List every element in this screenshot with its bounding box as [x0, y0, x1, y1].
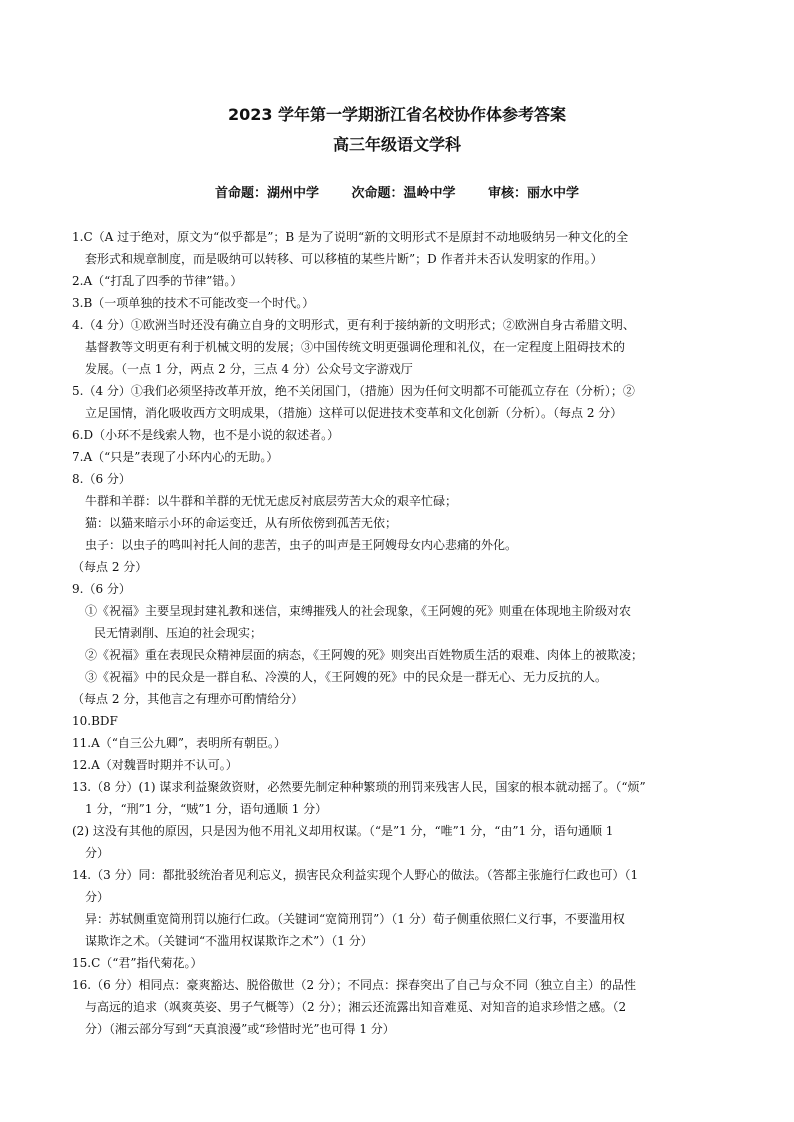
answer-line: 套形式和规章制度，而是吸纳可以转移、可以移植的某些片断”；D 作者并未否认发明家的作用。）	[85, 252, 603, 266]
answer-line: 谋欺诈之术。（关键词“不滥用权谋欺诈之术”）（1 分）	[85, 934, 373, 948]
answer-line: ①《祝福》主要呈现封建礼教和迷信，束缚摧残人的社会现象，《王阿嫂的死》则重在体现地主阶级对农	[85, 604, 632, 618]
answer-line: 分）	[85, 846, 110, 860]
answer-line: 基督教等文明更有利于机械文明的发展；③中国传统文明更强调伦理和礼仪，在一定程度上阻碍技术的	[85, 340, 626, 354]
document-title: 2023 学年第一学期浙江省名校协作体参考答案	[227, 105, 567, 124]
answer-line: 11.A（“自三公九卿”，表明所有朝臣。）	[72, 736, 287, 750]
answer-line: 4.（4 分）①欧洲当时还没有确立自身的文明形式，更有利于接纳新的文明形式；②欧洲自身古希腊文明、	[72, 318, 635, 332]
answer-content	[72, 226, 726, 1040]
credits-line	[0, 182, 794, 201]
answer-line: 立足国情，消化吸收西方文明成果，（措施）这样可以促进技术变革和文化创新（分析）。（每点 2 分）	[85, 406, 623, 420]
answer-line: (2) 这没有其他的原因，只是因为他不用礼义却用权谋。（“是”1 分，“唯”1 分，“由”1 分，语句通顺 1	[72, 824, 614, 838]
answer-line: 6.D（小环不是线索人物，也不是小说的叙述者。）	[72, 428, 340, 442]
answer-line: 16.（6 分）相同点：豪爽豁达、脱俗傲世（2 分）；不同点：探春突出了自己与众不同（独立自主）的品性	[72, 978, 636, 992]
answer-line: 2.A（“打乱了四季的节律”错。）	[72, 274, 243, 288]
credit-first-setter: 首命题：湖州中学	[214, 186, 319, 201]
answer-line: 14.（3 分）同：都批驳统治者见利忘义，损害民众利益实现个人野心的做法。（答都主张施行仁政也可）（1	[72, 868, 639, 882]
document-subtitle: 高三年级语文学科	[332, 135, 461, 154]
answer-line: 分）（湘云部分写到“天真浪漫”或“珍惜时光”也可得 1 分）	[85, 1022, 395, 1036]
answer-line: 发展。（一点 1 分，两点 2 分，三点 4 分）公众号文字游戏厅	[85, 362, 413, 376]
answer-line: 5.（4 分）①我们必须坚持改革开放，绝不关闭国门，（措施）因为任何文明都不可能孤立存在（分析）；②	[72, 384, 635, 398]
answer-line: 7.A（“只是”表现了小环内心的无助。）	[72, 450, 279, 464]
credit-second-setter: 次命题：温岭中学	[351, 186, 456, 201]
answer-line: ②《祝福》重在表现民众精神层面的病态，《王阿嫂的死》则突出百姓物质生活的艰难、肉体上的被欺凌；	[85, 648, 644, 662]
answer-line: 13.（8 分）(1) 谋求利益聚敛资财，必然要先制定种种繁琐的刑罚来残害人民，国家的根本就动摇了。（“烦”	[72, 780, 646, 794]
credit-reviewer: 审核：丽水中学	[488, 186, 580, 201]
answer-line: 10.BDF	[72, 714, 118, 728]
answer-line: 牛群和羊群：以牛群和羊群的无忧无虑反衬底层劳苦大众的艰辛忙碌；	[85, 494, 458, 508]
answer-line: 民无情剥削、压迫的社会现实；	[94, 626, 263, 640]
answer-line: 猫：以猫来暗示小环的命运变迁，从有所依傍到孤苦无依；	[85, 516, 398, 530]
answer-line: ③《祝福》中的民众是一群自私、冷漠的人，《王阿嫂的死》中的民众是一群无心、无力反抗的人。	[85, 670, 608, 684]
answer-line: 12.A（对魏晋时期并不认可。）	[72, 758, 238, 772]
answer-line: 8.（6 分）	[72, 472, 131, 486]
answer-line: 15.C（“君”指代菊花。）	[72, 956, 203, 970]
answer-line: 1 分，“刑”1 分，“贼”1 分，语句通顺 1 分）	[85, 802, 328, 816]
answer-line: 9.（6 分）	[72, 582, 131, 596]
answer-line: 与高远的追求（飒爽英姿、男子气概等）（2 分）；湘云还流露出知音难觅、对知音的追求珍惜之感。（2	[85, 1000, 627, 1014]
answer-line: 分）	[85, 890, 110, 904]
answer-line: 虫子：以虫子的鸣叫衬托人间的悲苦，虫子的叫声是王阿嫂母女内心悲痛的外化。	[85, 538, 518, 552]
answer-line: （每点 2 分）	[72, 560, 148, 574]
answer-line: 3.B（一项单独的技术不可能改变一个时代。）	[72, 296, 315, 310]
answer-line: （每点 2 分，其他言之有理亦可酌情给分）	[72, 692, 304, 706]
answer-line: 异：苏轼侧重宽简刑罚以施行仁政。（关键词“宽简刑罚”）（1 分）荀子侧重依照仁义行事，不要滥用权	[85, 912, 625, 926]
answer-line: 1.C（A 过于绝对，原文为“似乎都是”；B 是为了说明“新的文明形式不是原封不动地吸纳另一种文化的全	[72, 230, 629, 244]
